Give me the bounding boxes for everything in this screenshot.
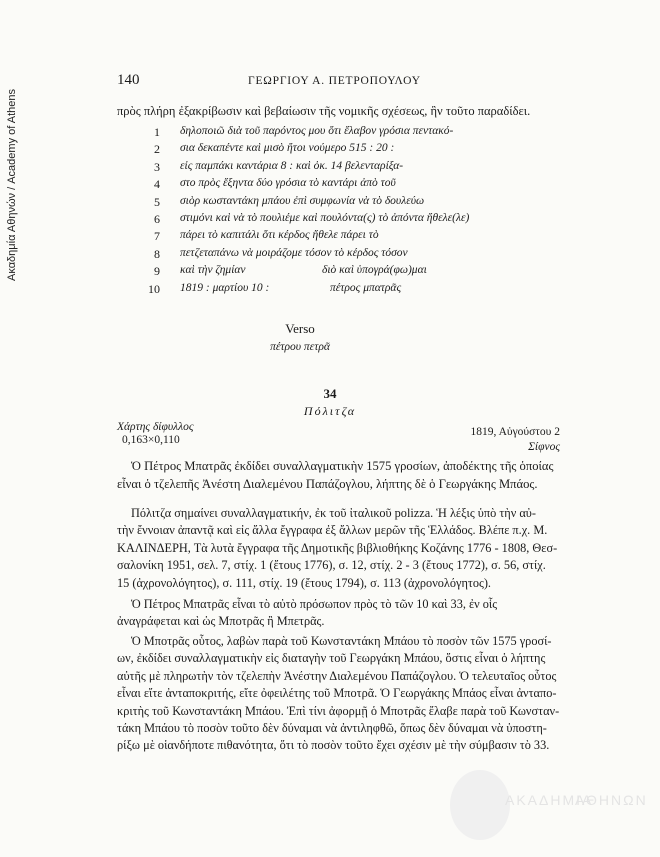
academy-watermark [430,770,648,840]
line-text: πάρει τὸ καπιτάλι ὅτι κέρδος ἤθελε πάρει τὸ [180,229,379,242]
commentary-line: αὐτῆς μὲ πληρωτὴν τὸν τζελεπὴν Ἀνέστην Διαλεμένου Παπάζογλου. Ὁ τελευταῖος οὗτος [117,668,557,683]
line-text: στιμόνι καὶ νὰ τὸ πουλιέμε καὶ πουλόντα(ς) τὸ ἀπόντα ἤθελε(λε) [180,211,470,224]
summary-line: Ὁ Πέτρος Μπατρᾶς ἐκδίδει συναλλαγματικὴν 1575 γροσίων, ἀποδέκτης τῆς ὁποίας [131,459,554,473]
line-text: σια δεκαπέντε καὶ μισὸ ἤτοι νούμερο 515 : 20 : [180,142,395,155]
commentary-line: Πόλιτζα σημαίνει συναλλαγματικήν, ἐκ τοῦ ἰταλικοῦ polizza. Ἡ λέξις ὑπὸ τὴν αὐ- [131,506,536,520]
line-text-right: διὸ καὶ ὑπογρά(φω)μαι [322,264,427,277]
line-text: καὶ τὴν ζημίαν [180,264,246,277]
document-line [140,264,560,281]
line-text: πετζεταπάνω νὰ μοιράζομε τόσον τὸ κέρδος τόσον [180,246,408,259]
commentary-line: τὴν ἔννοιαν ἀπαντᾷ καὶ εἰς ἄλλα ἔγγραφα ἐξ ἄλλων μερῶν τῆς Ἑλλάδος. Βλέπε π.χ. Μ. [117,523,548,538]
document-place: Σίφνος [528,441,560,453]
document-line [140,229,560,246]
document-line [140,247,560,264]
line-number: 3 [154,159,160,174]
line-number: 7 [154,229,160,244]
line-text-right: πέτρος μπατρᾶς [330,281,402,294]
line-number: 5 [154,194,160,209]
commentary-line: ων, ἐκδίδει συναλλαγματικὴν εἰς διαταγὴν τοῦ Γεωργάκη Μπάου, ὅστις εἶναι ὁ λήπτης [117,651,546,666]
verso-label: Verso [285,321,315,336]
commentary-line: ΚΑΛΙΝΔΕΡΗ, Τὰ λυτὰ ἔγγραφα τῆς Δημοτικῆς βιβλιοθήκης Κοζάνης 1776 - 1808, Θεσ- [117,540,558,555]
document-title: Πόλιτζα [303,404,357,418]
document-line [140,212,560,229]
commentary-line: σαλονίκη 1951, σελ. 7, στίχ. 1 (ἔτους 1776), σ. 12, στίχ. 2 - 3 (ἔτους 1772), σ. 56, στίχ. [117,558,546,573]
document-material: Χάρτης δίφυλλος [117,421,194,433]
commentary-line: 15 (ἀχρονολόγητος), σ. 111, στίχ. 19 (ἔτους 1794), σ. 113 (ἀχρονολόγητος). [117,575,492,590]
line-text: σιὸρ κωσταντάκη μπάου ἐπὶ συμφωνία νὰ τὸ δουλεύω [180,194,425,207]
document-date: 1819, Αὐγούστου 2 [470,426,560,438]
commentary-line: κριτὴς τοῦ Κωνσταντάκη Μπάου. Ἐπὶ τίνι ἀφορμῇ ὁ Μποτρᾶς ἔλαβε παρὰ τοῦ Κωνσταν- [117,703,560,718]
watermark-word: ΑΘΗΝΩΝ [575,792,648,808]
document-summary [117,457,565,493]
line-text: 1819 : μαρτίου 10 : [180,281,270,294]
commentary-paragraph [117,633,565,755]
watermark-word: ΑΚΑΔΗΜΙΑ [505,792,594,808]
line-text: στο πρὸς ἔξηντα δύο γρόσια τὸ καντάρι ἀπὸ τοῦ [180,177,396,190]
line-number: 6 [154,211,160,226]
document-transcription [140,125,560,299]
line-text: δηλοποιῶ διὰ τοῦ παρόντος μου ὅτι ἔλαβον γρόσια πεντακό- [180,125,454,137]
commentary-line: εἶναι εἴτε ἀνταποκριτής, εἴτε ὀφειλέτης τοῦ Μποτρᾶ. Ὁ Γεωργάκης Μπάος εἶναι ἀνταπο- [117,686,557,701]
document-line [140,142,560,159]
line-number: 4 [154,177,160,192]
document-line [140,125,560,142]
watermark-emblem [450,770,510,840]
line-number: 10 [148,281,160,296]
commentary-paragraph [117,596,565,631]
commentary-line: Ὁ Πέτρος Μπατρᾶς εἶναι τὸ αὐτὸ πρόσωπον πρὸς τὸ τῶν 10 καὶ 33, ἐν οἷς [131,597,498,611]
document-number: 34 [323,386,337,401]
page-number: 140 [117,72,140,88]
line-text: εἰς παμπάκι καντάρια 8 : καὶ ὀκ. 14 βελενταρίξα- [180,159,404,172]
commentary-line: Ὁ Μποτρᾶς οὗτος, λαβὼν παρὰ τοῦ Κωνσταντάκη Μπάου τὸ ποσὸν τῶν 1575 γροσί- [131,634,552,648]
commentary-line: ἀναγράφεται καὶ ὡς Μποτρᾶς ἢ Μπετρᾶς. [117,614,325,629]
document-line [140,177,560,194]
commentary-line: τάκη Μπάου τὸ ποσὸν τοῦτο δὲν δύναμαι νὰ ἀντιληφθῶ, ὅπως δὲν δύναμαι νὰ ὑποστη- [117,721,547,736]
line-number: 9 [154,264,160,279]
archive-side-label: Ακαδημία Αθηνών / Academy of Athens [6,89,18,282]
running-head: ΓΕΩΡΓΙΟΥ Α. ΠΕΤΡΟΠΟΥΛΟΥ [248,75,421,87]
commentary-line: ρίξω μὲ οἱανδήποτε πιθανότητα, ὅτι τὸ ποσὸν τοῦτο ἔχει σχέσιν μὲ τὴν σύμβασιν τὸ 33. [117,738,550,753]
verso-text: πέτρου πετρᾶ [270,341,330,353]
line-number: 8 [154,246,160,261]
line-number: 1 [154,125,160,139]
document-line [140,160,560,177]
document-line [140,282,560,299]
summary-line: εἶναι ὁ τζελεπῆς Ἀνέστη Διαλεμένου Παπάζογλου, λήπτης δὲ ὁ Γεωργάκης Μπάος. [117,477,538,491]
commentary-paragraph [117,505,565,592]
document-dimensions: 0,163×0,110 [122,434,180,446]
line-number: 2 [154,142,160,157]
intro-line: πρὸς πλήρη ἐξακρίβωσιν καὶ βεβαίωσιν τῆς νομικῆς σχέσεως, ἣν τοῦτο παραδίδει. [117,104,531,118]
document-line [140,195,560,212]
